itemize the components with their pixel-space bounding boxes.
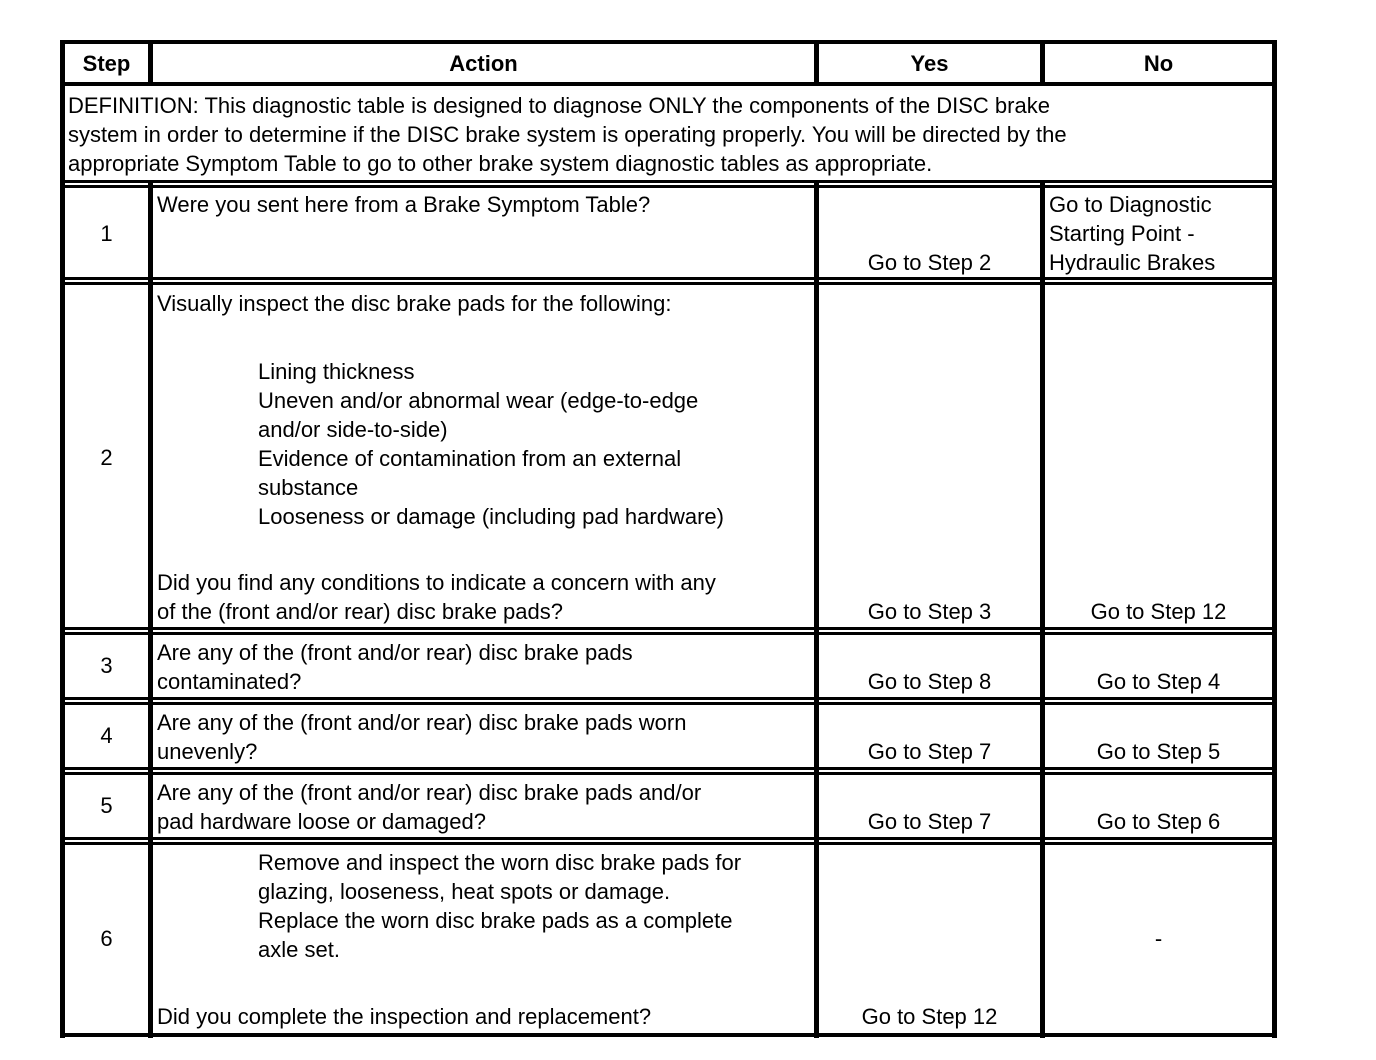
action-text: Were you sent here from a Brake Symptom Table? [157,192,651,217]
row-divider-2-2 [60,632,1277,635]
action-text [157,638,633,696]
step-number: 6 [100,926,113,951]
action-line: unevenly? [157,739,258,764]
yes-result: Go to Step 7 [867,809,992,834]
list-item: Uneven and/or abnormal wear (edge-to-edge [258,388,699,413]
no-result [1049,190,1215,277]
no-result-line: Go to Diagnostic [1049,192,1212,217]
row-divider-5 [60,837,1277,840]
no-result: Go to Step 12 [1090,599,1227,624]
row-divider-1-2 [60,282,1277,285]
action-question [157,568,716,626]
no-result: Go to Step 4 [1096,669,1221,694]
row-divider-definition [60,180,1277,183]
no-result-line: Hydraulic Brakes [1049,250,1216,275]
list-item: axle set. [258,937,340,962]
action-line: Are any of the (front and/or rear) disc brake pads and/or [157,780,702,805]
yes-result: Go to Step 7 [867,739,992,764]
list-item: Evidence of contamination from an external [258,446,682,471]
step-number: 4 [100,723,113,748]
step-number: 1 [100,221,113,246]
row-divider-4 [60,767,1277,770]
table-border-right [1272,40,1277,1038]
table-border-top [60,40,1277,44]
col-divider-step [148,182,153,1038]
action-line: Are any of the (front and/or rear) disc brake pads worn [157,710,687,735]
row-divider-3 [60,697,1277,700]
no-result-line: Starting Point - [1049,221,1195,246]
action-question: Did you complete the inspection and replacement? [157,1004,652,1029]
row-divider-1 [60,277,1277,280]
header-action: Action [449,51,518,76]
list-item: Lining thickness [258,359,415,384]
list-item: Looseness or damage (including pad hardware) [258,504,724,529]
definition-text [68,91,1067,178]
row-divider-header [60,82,1277,86]
yes-result: Go to Step 3 [867,599,992,624]
yes-result: Go to Step 8 [867,669,992,694]
row-divider-2 [60,627,1277,630]
no-result: Go to Step 6 [1096,809,1221,834]
action-intro: Visually inspect the disc brake pads for the following: [157,291,672,316]
action-line: pad hardware loose or damaged? [157,809,487,834]
list-item: glazing, looseness, heat spots or damage. [258,879,671,904]
step-number: 3 [100,653,113,678]
header-yes: Yes [910,51,949,76]
action-line: contaminated? [157,669,302,694]
no-result: - [1154,926,1163,951]
list-item: substance [258,475,359,500]
no-result: Go to Step 5 [1096,739,1221,764]
inspection-list [258,357,724,531]
question-line: of the (front and/or rear) disc brake pads? [157,599,563,624]
action-text [157,778,701,836]
definition-line: DEFINITION: This diagnostic table is designed to diagnose ONLY the components of the DISC brake [68,93,1050,118]
table-border-bottom [60,1033,1277,1037]
action-text [157,708,686,766]
yes-result: Go to Step 2 [867,250,992,275]
header-no: No [1143,51,1174,76]
row-divider-5-2 [60,842,1277,845]
row-divider-definition-2 [60,185,1277,188]
question-line: Did you find any conditions to indicate a concern with any [157,570,716,595]
table-border-left [60,40,65,1038]
list-item: Remove and inspect the worn disc brake pads for [258,850,742,875]
list-item: Replace the worn disc brake pads as a complete [258,908,733,933]
definition-line: system in order to determine if the DISC brake system is operating properly. You will be directed by the [68,122,1067,147]
yes-result: Go to Step 12 [861,1004,998,1029]
action-line: Are any of the (front and/or rear) disc brake pads [157,640,633,665]
row-divider-3-2 [60,702,1277,705]
header-step: Step [82,51,131,76]
action-list [258,848,741,964]
step-number: 5 [100,793,113,818]
list-item: and/or side-to-side) [258,417,448,442]
definition-line: appropriate Symptom Table to go to other brake system diagnostic tables as appropriate. [68,151,933,176]
row-divider-4-2 [60,772,1277,775]
step-number: 2 [100,445,113,470]
